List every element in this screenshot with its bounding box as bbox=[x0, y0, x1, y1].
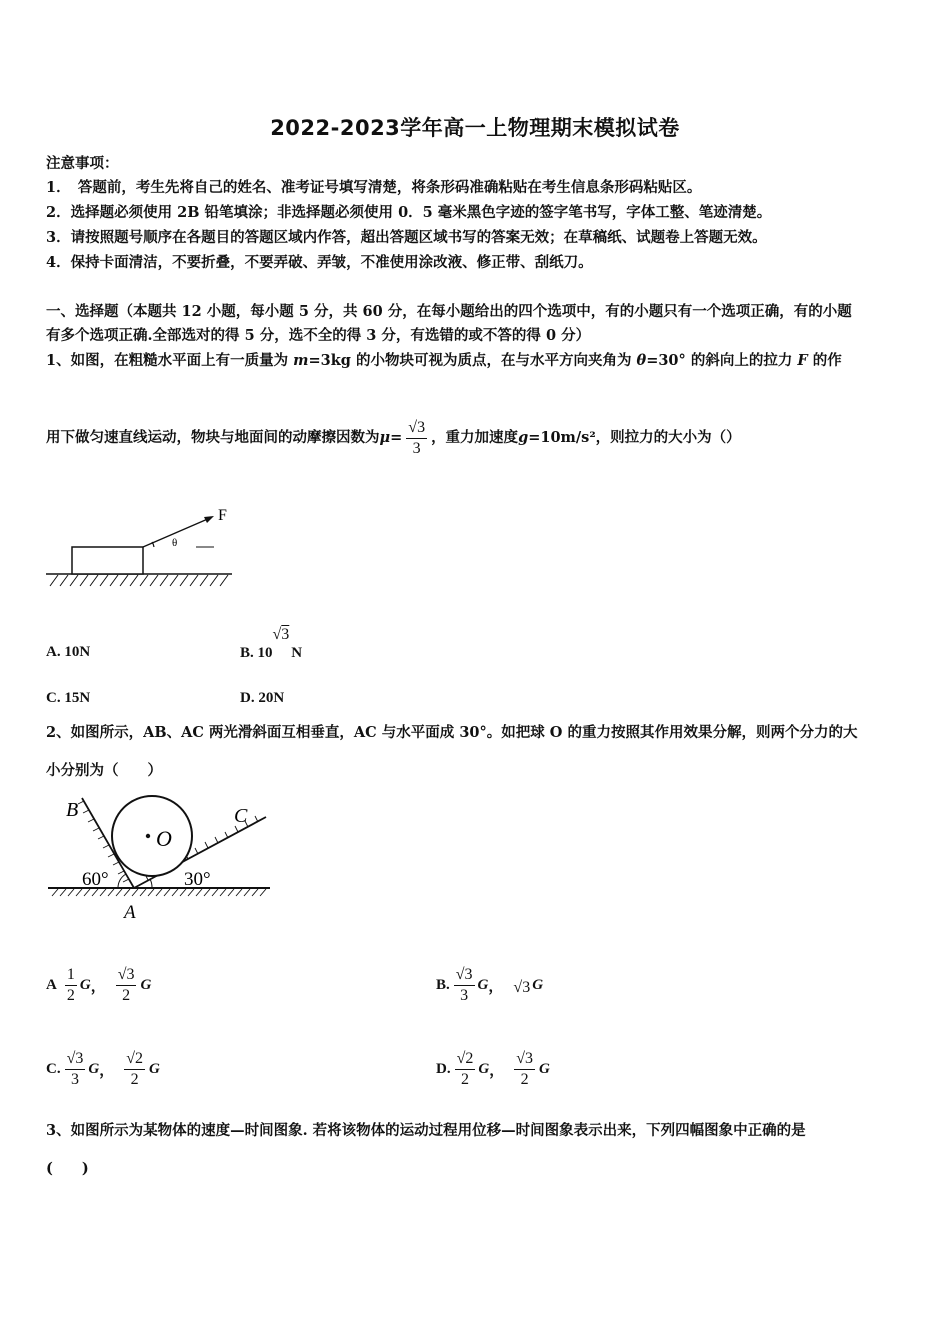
q2-option-c[interactable]: C. $\frac{√3}{3}$ G ， $\frac{√2}{2}$ G bbox=[46, 1049, 160, 1088]
q1-option-d[interactable]: D. 20N bbox=[240, 690, 285, 706]
label-o: O bbox=[156, 826, 172, 851]
q3-stem-line2: ( ) bbox=[46, 1160, 89, 1177]
ground-hatch bbox=[50, 575, 228, 586]
notice-item: 1． 答题前，考生先将自己的姓名、准考证号填写清楚，将条形码准确粘贴在考生信息条形码粘贴区。 bbox=[46, 179, 702, 196]
label-30: 30° bbox=[184, 869, 211, 890]
label-F: F bbox=[218, 507, 227, 524]
label-c: C bbox=[234, 805, 248, 827]
q2-option-b[interactable]: B. $\frac{√3}{3}$ G ， √3 G bbox=[436, 965, 544, 1004]
q2-figure bbox=[44, 788, 274, 923]
section-heading-line: 有多个选项正确.全部选对的得 5 分，选不全的得 3 分，有选错的或不答的得 0 分） bbox=[46, 327, 591, 344]
label-60: 60° bbox=[82, 869, 109, 890]
label-theta: θ bbox=[172, 537, 178, 549]
notice-item: 4．保持卡面清洁，不要折叠，不要弄破、弄皱，不准使用涂改液、修正带、刮纸刀。 bbox=[46, 254, 593, 271]
ball-o bbox=[112, 796, 192, 876]
section-heading-line: 一、选择题（本题共 12 小题，每小题 5 分，共 60 分，在每小题给出的四个选项中，有的小题只有一个选项正确，有的小题 bbox=[46, 303, 852, 320]
angle-30-arc bbox=[150, 879, 152, 888]
notice-item: 3．请按照题号顺序在各题目的答题区域内作答，超出答题区域书写的答案无效；在草稿纸、试题卷上答题无效。 bbox=[46, 229, 767, 246]
q1-option-b[interactable]: B. 10√3N bbox=[240, 626, 303, 661]
ball-center bbox=[146, 834, 150, 838]
q2-option-d[interactable]: D. $\frac{√2}{2}$ G ， $\frac{√3}{2}$ G bbox=[436, 1049, 550, 1088]
q2-option-a[interactable]: A $\frac{1}{2}$ G ， $\frac{√3}{2}$ G bbox=[46, 965, 152, 1004]
arrowhead bbox=[204, 516, 214, 523]
q2-stem-line2: 小分别为（ ） bbox=[46, 762, 162, 779]
notice-heading: 注意事项： bbox=[46, 155, 119, 172]
q3-stem-line1: 3、如图所示为某物体的速度—时间图象. 若将该物体的运动过程用位移—时间图象表示出来，下列四幅图象中正确的是 bbox=[46, 1122, 806, 1139]
notice-item: 2．选择题必须使用 2B 铅笔填涂；非选择题必须使用 0．5 毫米黑色字迹的签字笔书写，字体工整、笔迹清楚。 bbox=[46, 204, 772, 221]
mu-fraction: $\frac{√3}{3}$ bbox=[408, 418, 426, 457]
label-a: A bbox=[124, 902, 136, 923]
q1-stem-line1: 1、如图，在粗糙水平面上有一质量为 m=3kg 的小物块可视为质点，在与水平方向夹角为 θ=30° 的斜向上的拉力 F 的作 bbox=[46, 352, 842, 369]
ground-hatch bbox=[52, 889, 266, 896]
q1-stem-line2: 用下做匀速直线运动，物块与地面间的动摩擦因数为 μ = $\frac{√3}{3}$ ，重力加速度 g =10m/s²，则拉力的大小为（） bbox=[46, 418, 741, 457]
block bbox=[72, 547, 143, 574]
q1-option-a[interactable]: A. 10N bbox=[46, 644, 91, 660]
q2-stem-line1: 2、如图所示，AB、AC 两光滑斜面互相垂直，AC 与水平面成 30°。如把球 O 的重力按照其作用效果分解，则两个分力的大 bbox=[46, 724, 858, 741]
q1-option-c[interactable]: C. 15N bbox=[46, 690, 91, 706]
label-b: B bbox=[66, 799, 79, 821]
page-title: 2022-2023学年高一上物理期末模拟试卷 bbox=[270, 116, 680, 140]
q1-figure bbox=[44, 500, 236, 592]
